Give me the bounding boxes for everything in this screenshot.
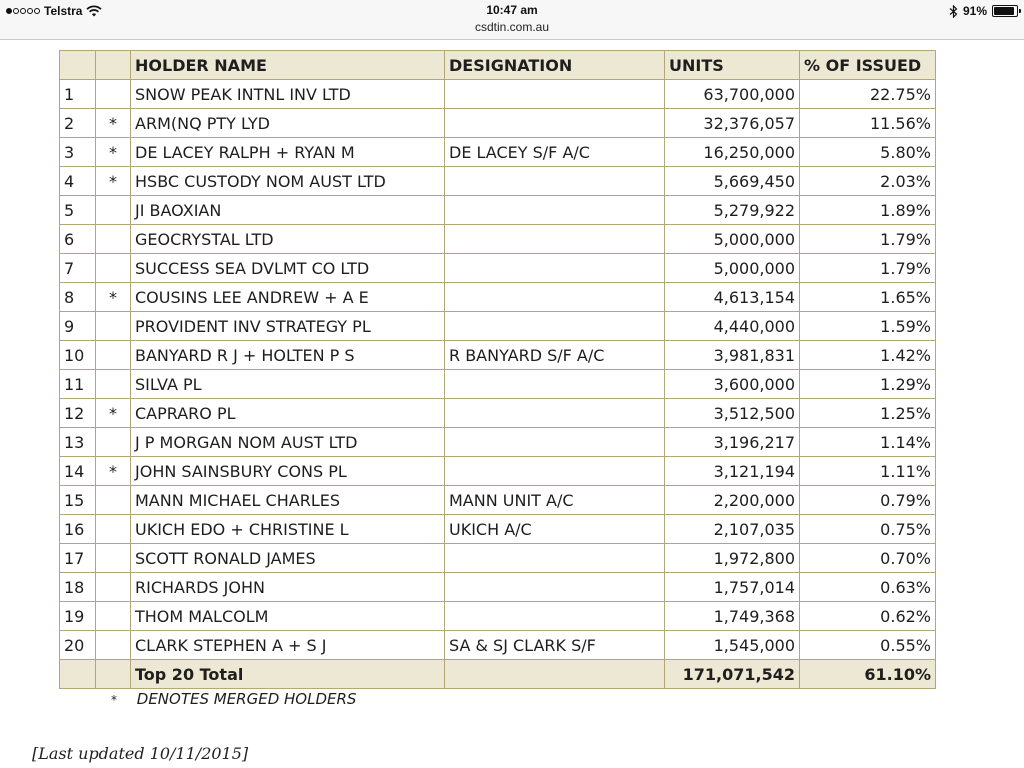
- holder-name-cell: J P MORGAN NOM AUST LTD: [131, 428, 445, 457]
- rank-cell: 9: [60, 312, 96, 341]
- pct-issued-cell: 0.62%: [800, 602, 936, 631]
- pct-issued-header: % OF ISSUED: [800, 51, 936, 80]
- holder-name-cell: THOM MALCOLM: [131, 602, 445, 631]
- merged-marker: [96, 196, 131, 225]
- holder-name-cell: SILVA PL: [131, 370, 445, 399]
- rank-cell: 20: [60, 631, 96, 660]
- table-row: [60, 486, 936, 515]
- units-cell: 2,107,035: [665, 515, 800, 544]
- total-designation-cell: [445, 660, 665, 689]
- pct-issued-cell: 1.42%: [800, 341, 936, 370]
- designation-cell: [445, 428, 665, 457]
- table-row: [60, 138, 936, 167]
- pct-issued-cell: 1.25%: [800, 399, 936, 428]
- table-header-row: [60, 51, 936, 80]
- merged-marker: [96, 428, 131, 457]
- designation-cell: [445, 457, 665, 486]
- pct-issued-cell: 0.70%: [800, 544, 936, 573]
- units-cell: 16,250,000: [665, 138, 800, 167]
- units-cell: 4,613,154: [665, 283, 800, 312]
- rank-cell: 2: [60, 109, 96, 138]
- rank-cell: 13: [60, 428, 96, 457]
- pct-issued-cell: 1.11%: [800, 457, 936, 486]
- units-cell: 2,200,000: [665, 486, 800, 515]
- table-row: [60, 312, 936, 341]
- table-row: [60, 109, 936, 138]
- units-cell: 1,545,000: [665, 631, 800, 660]
- designation-cell: [445, 254, 665, 283]
- pct-issued-cell: 0.55%: [800, 631, 936, 660]
- battery-level: [994, 7, 1014, 15]
- carrier-name: Telstra: [44, 4, 83, 18]
- pct-issued-cell: 1.89%: [800, 196, 936, 225]
- merged-marker: [96, 631, 131, 660]
- merged-holders-footnote: [96, 690, 356, 708]
- pct-issued-cell: 22.75%: [800, 80, 936, 109]
- holder-name-cell: GEOCRYSTAL LTD: [131, 225, 445, 254]
- battery-percent: 91%: [962, 4, 987, 18]
- units-cell: 5,669,450: [665, 167, 800, 196]
- units-cell: 1,757,014: [665, 573, 800, 602]
- table-row: [60, 631, 936, 660]
- rank-cell: 14: [60, 457, 96, 486]
- holder-name-cell: CLARK STEPHEN A + S J: [131, 631, 445, 660]
- designation-cell: [445, 544, 665, 573]
- rank-cell: 11: [60, 370, 96, 399]
- merged-marker: [96, 515, 131, 544]
- rank-cell: 18: [60, 573, 96, 602]
- holder-name-header: HOLDER NAME: [131, 51, 445, 80]
- table-row: [60, 283, 936, 312]
- bluetooth-icon: [949, 5, 958, 18]
- holder-name-cell: CAPRARO PL: [131, 399, 445, 428]
- merged-marker: [96, 341, 131, 370]
- holder-name-cell: COUSINS LEE ANDREW + A E: [131, 283, 445, 312]
- footnote-text: DENOTES MERGED HOLDERS: [136, 690, 357, 708]
- rank-cell: 10: [60, 341, 96, 370]
- units-cell: 4,440,000: [665, 312, 800, 341]
- table-row: [60, 80, 936, 109]
- total-rank-cell: [60, 660, 96, 689]
- address-bar[interactable]: csdtin.com.au: [474, 20, 550, 34]
- units-cell: 3,512,500: [665, 399, 800, 428]
- battery-icon: [992, 5, 1018, 17]
- merged-marker: [96, 312, 131, 341]
- holder-name-cell: DE LACEY RALPH + RYAN M: [131, 138, 445, 167]
- units-cell: 3,600,000: [665, 370, 800, 399]
- table-row: [60, 196, 936, 225]
- designation-cell: [445, 602, 665, 631]
- rank-header: [60, 51, 96, 80]
- designation-cell: [445, 225, 665, 254]
- pct-issued-cell: 1.65%: [800, 283, 936, 312]
- table-row: [60, 457, 936, 486]
- pct-issued-cell: 1.14%: [800, 428, 936, 457]
- holder-name-cell: BANYARD R J + HOLTEN P S: [131, 341, 445, 370]
- pct-issued-cell: 5.80%: [800, 138, 936, 167]
- units-cell: 1,749,368: [665, 602, 800, 631]
- top-holders-table: [59, 50, 936, 689]
- merged-marker: [96, 573, 131, 602]
- table-row: [60, 399, 936, 428]
- table-row: [60, 573, 936, 602]
- holder-name-cell: MANN MICHAEL CHARLES: [131, 486, 445, 515]
- merged-marker: *: [96, 457, 131, 486]
- merged-marker: [96, 225, 131, 254]
- units-cell: 5,000,000: [665, 254, 800, 283]
- table-row: [60, 428, 936, 457]
- units-cell: 3,196,217: [665, 428, 800, 457]
- holder-name-cell: PROVIDENT INV STRATEGY PL: [131, 312, 445, 341]
- units-cell: 5,279,922: [665, 196, 800, 225]
- merged-marker: *: [96, 138, 131, 167]
- units-cell: 32,376,057: [665, 109, 800, 138]
- merged-marker: [96, 80, 131, 109]
- table-body: [60, 80, 936, 660]
- total-units: 171,071,542: [665, 660, 800, 689]
- total-row: [60, 660, 936, 689]
- merged-marker: *: [96, 283, 131, 312]
- rank-cell: 6: [60, 225, 96, 254]
- pct-issued-cell: 1.79%: [800, 254, 936, 283]
- holder-name-cell: RICHARDS JOHN: [131, 573, 445, 602]
- designation-cell: [445, 312, 665, 341]
- rank-cell: 4: [60, 167, 96, 196]
- pct-issued-cell: 1.79%: [800, 225, 936, 254]
- holder-name-cell: HSBC CUSTODY NOM AUST LTD: [131, 167, 445, 196]
- designation-cell: [445, 399, 665, 428]
- holder-name-cell: SUCCESS SEA DVLMT CO LTD: [131, 254, 445, 283]
- merged-marker: [96, 370, 131, 399]
- total-pct-issued: 61.10%: [800, 660, 936, 689]
- merged-marker: [96, 602, 131, 631]
- rank-cell: 17: [60, 544, 96, 573]
- designation-cell: UKICH A/C: [445, 515, 665, 544]
- designation-cell: [445, 283, 665, 312]
- designation-cell: MANN UNIT A/C: [445, 486, 665, 515]
- table-row: [60, 225, 936, 254]
- designation-header: DESIGNATION: [445, 51, 665, 80]
- holder-name-cell: UKICH EDO + CHRISTINE L: [131, 515, 445, 544]
- rank-cell: 15: [60, 486, 96, 515]
- designation-cell: [445, 573, 665, 602]
- total-label: Top 20 Total: [131, 660, 445, 689]
- merged-header: [96, 51, 131, 80]
- rank-cell: 3: [60, 138, 96, 167]
- designation-cell: SA & SJ CLARK S/F: [445, 631, 665, 660]
- holder-name-cell: JI BAOXIAN: [131, 196, 445, 225]
- table-row: [60, 602, 936, 631]
- pct-issued-cell: 0.75%: [800, 515, 936, 544]
- holder-name-cell: SNOW PEAK INTNL INV LTD: [131, 80, 445, 109]
- clock: 10:47 am: [486, 3, 538, 17]
- total-merged-cell: [96, 660, 131, 689]
- footnote-symbol: *: [111, 693, 117, 707]
- pct-issued-cell: 11.56%: [800, 109, 936, 138]
- table-row: [60, 544, 936, 573]
- status-right: [949, 3, 1018, 19]
- holder-name-cell: ARM(NQ PTY LYD: [131, 109, 445, 138]
- merged-marker: *: [96, 109, 131, 138]
- rank-cell: 16: [60, 515, 96, 544]
- merged-marker: [96, 254, 131, 283]
- merged-marker: [96, 544, 131, 573]
- table-row: [60, 515, 936, 544]
- rank-cell: 1: [60, 80, 96, 109]
- units-cell: 63,700,000: [665, 80, 800, 109]
- pct-issued-cell: 0.63%: [800, 573, 936, 602]
- table-row: [60, 167, 936, 196]
- table-row: [60, 254, 936, 283]
- rank-cell: 8: [60, 283, 96, 312]
- designation-cell: [445, 370, 665, 399]
- units-cell: 3,981,831: [665, 341, 800, 370]
- units-cell: 1,972,800: [665, 544, 800, 573]
- rank-cell: 19: [60, 602, 96, 631]
- units-cell: 5,000,000: [665, 225, 800, 254]
- designation-cell: [445, 109, 665, 138]
- last-updated-note: [Last updated 10/11/2015]: [32, 744, 249, 763]
- merged-marker: [96, 486, 131, 515]
- merged-marker: *: [96, 167, 131, 196]
- merged-marker: *: [96, 399, 131, 428]
- rank-cell: 12: [60, 399, 96, 428]
- designation-cell: R BANYARD S/F A/C: [445, 341, 665, 370]
- designation-cell: DE LACEY S/F A/C: [445, 138, 665, 167]
- pct-issued-cell: 0.79%: [800, 486, 936, 515]
- pct-issued-cell: 1.59%: [800, 312, 936, 341]
- pct-issued-cell: 2.03%: [800, 167, 936, 196]
- designation-cell: [445, 196, 665, 225]
- holder-name-cell: JOHN SAINSBURY CONS PL: [131, 457, 445, 486]
- units-header: UNITS: [665, 51, 800, 80]
- units-cell: 3,121,194: [665, 457, 800, 486]
- table-row: [60, 370, 936, 399]
- status-bar: [0, 0, 1024, 40]
- rank-cell: 7: [60, 254, 96, 283]
- pct-issued-cell: 1.29%: [800, 370, 936, 399]
- designation-cell: [445, 80, 665, 109]
- rank-cell: 5: [60, 196, 96, 225]
- table-row: [60, 341, 936, 370]
- designation-cell: [445, 167, 665, 196]
- holder-name-cell: SCOTT RONALD JAMES: [131, 544, 445, 573]
